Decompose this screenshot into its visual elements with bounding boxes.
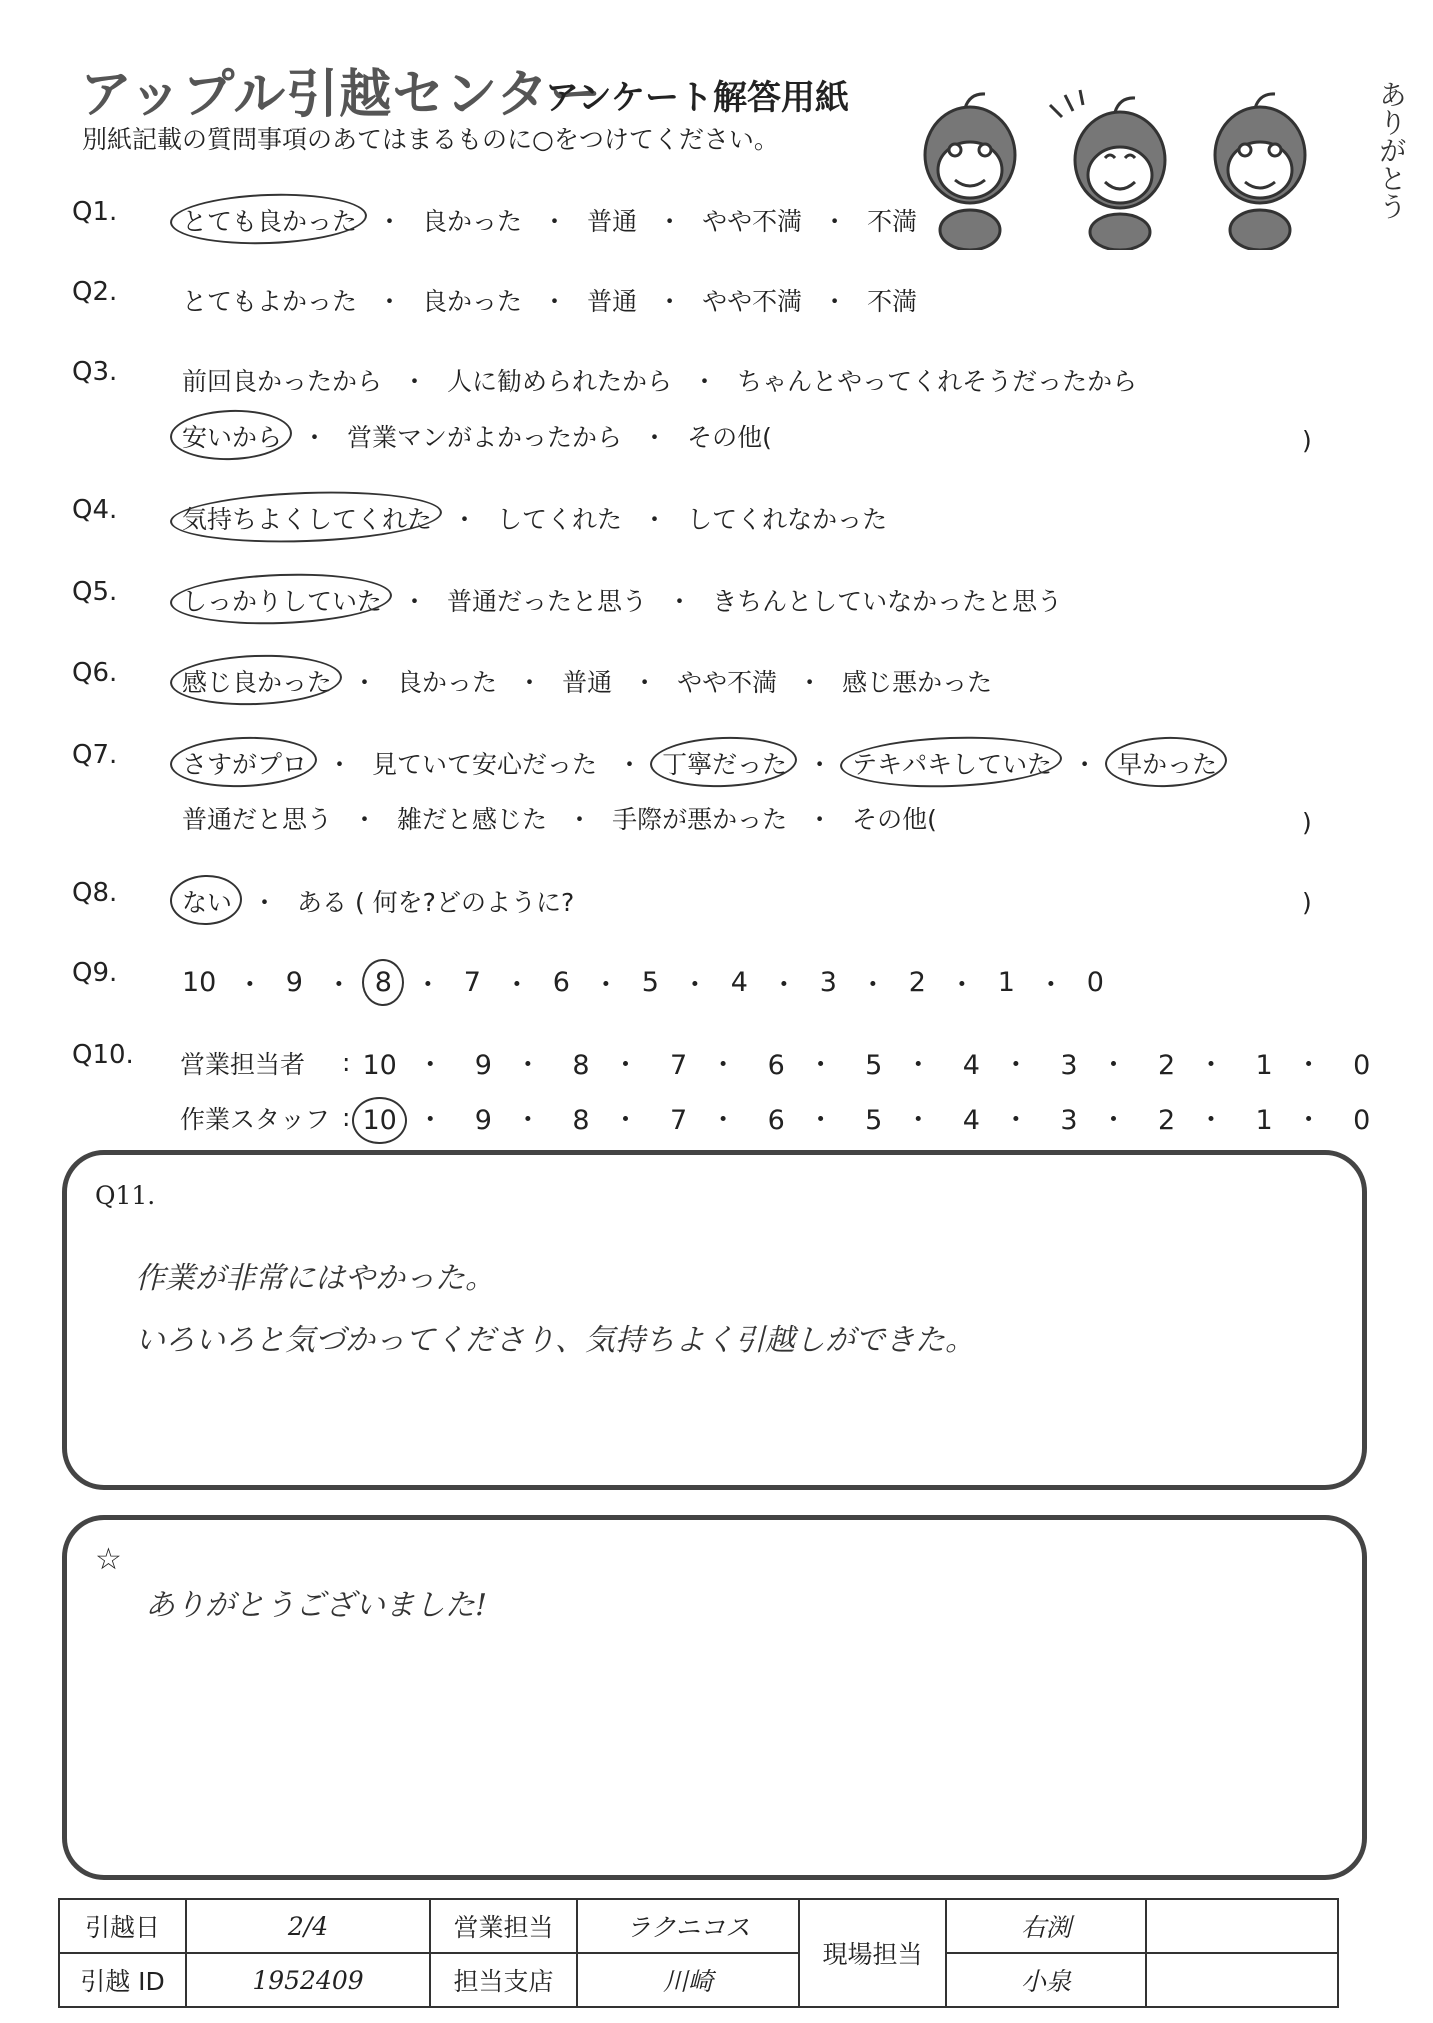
move-id-value: 1952409 [186,1953,430,2007]
q9-score[interactable]: 5 [641,967,659,998]
q3-option[interactable]: 前回良かったから [182,367,383,396]
q9-score[interactable]: 10 [182,967,217,998]
q10-staff-score[interactable]: 1 [1255,1105,1273,1136]
q11-comment-box[interactable] [62,1150,1367,1490]
q7-option-selected[interactable]: テキパキしていた [850,745,1054,781]
monkey-icon [925,94,1015,250]
q10-staff-score[interactable]: 9 [474,1105,492,1136]
q10-sales-score[interactable]: 6 [767,1050,785,1081]
q10-staff-score[interactable]: 0 [1353,1105,1371,1136]
q2-option[interactable]: 普通 [587,287,638,316]
q7-option-selected[interactable]: 丁寧だった [660,745,789,781]
q10-staff-score[interactable]: 7 [669,1105,688,1136]
q10-sales-score[interactable]: 2 [1157,1050,1176,1081]
q3-option-other[interactable]: その他( [687,423,772,452]
q7-option[interactable]: 雑だと感じた [397,805,548,834]
q1-option[interactable]: 良かった [422,207,523,236]
thanks-vertical-text: ありがとう [1375,80,1408,220]
q10-sales-label: 営業担当者 [180,1049,306,1079]
blank-cell [1146,1953,1338,2007]
q2-option[interactable]: 不満 [867,287,918,316]
q9-label: Q9. [72,958,118,988]
monkey-icon [1215,94,1305,250]
q2-label: Q2. [72,277,118,307]
q3-label: Q3. [72,357,118,387]
q7-option-other[interactable]: その他( [852,805,937,834]
site-staff-value-2: 小泉 [946,1953,1146,2007]
q10-colon: : [342,1048,351,1077]
q9-score[interactable]: 2 [908,967,926,998]
q1-option-selected[interactable]: とても良かった [180,202,359,238]
q7-option[interactable]: 見ていて安心だった [372,750,598,779]
q5-option[interactable]: 普通だったと思う [447,587,648,616]
q9-score[interactable]: 9 [285,967,303,998]
q10-colon: : [342,1103,351,1132]
q3-close-paren: ) [1302,426,1312,455]
q9-score[interactable]: 0 [1086,967,1104,998]
sales-person-label: 営業担当 [430,1899,577,1953]
q7-option[interactable]: 手際が悪かった [612,805,788,834]
q7-close-paren: ) [1302,808,1312,837]
q1-options: とても良かった ・ 良かった ・ 普通 ・ やや不満 ・ 不満 [180,202,919,238]
form-subtitle: アンケート解答用紙 [545,78,849,118]
brand-title: アップル引越センター [80,65,603,125]
q1-label: Q1. [72,197,118,227]
q6-option[interactable]: 良かった [397,668,498,697]
q7-option-selected[interactable]: 早かった [1115,745,1219,781]
q9-score[interactable]: 1 [997,967,1015,998]
q9-score-selected[interactable]: 8 [372,967,394,998]
q7-option-selected[interactable]: さすがプロ [180,745,309,781]
q6-option[interactable]: 感じ悪かった [842,668,993,697]
q4-label: Q4. [72,495,118,525]
q7-label: Q7. [72,740,118,770]
q10-sales-score[interactable]: 9 [474,1050,492,1081]
q4-option-selected[interactable]: 気持ちよくしてくれた [180,500,434,536]
q11-handwritten-line1: 作業が非常にはやかった。 [135,1261,495,1296]
q10-sales-score[interactable]: 3 [1060,1050,1078,1081]
q10-staff-score[interactable]: 5 [865,1105,883,1136]
q5-option[interactable]: きちんとしていなかったと思う [712,587,1063,616]
q10-sales-score[interactable]: 1 [1255,1050,1273,1081]
q6-options: 感じ良かった ・ 良かった ・ 普通 ・ やや不満 ・ 感じ悪かった [180,663,994,699]
q10-staff-score[interactable]: 2 [1157,1105,1176,1136]
q7-option[interactable]: 普通だと思う [182,805,333,834]
q10-sales-score[interactable]: 4 [962,1050,980,1081]
q2-options: とてもよかった ・ 良かった ・ 普通 ・ やや不満 ・ 不満 [180,282,919,318]
q3-option-selected[interactable]: 安いから [180,418,284,454]
q11-handwritten-line2: いろいろと気づかってくださり、気持ちよく引越しができた。 [135,1323,975,1358]
q10-sales-score[interactable]: 10 [362,1050,397,1081]
q10-sales-score[interactable]: 7 [669,1050,688,1081]
q10-label: Q10. [72,1040,134,1070]
q10-staff-row: 作業スタッフ : 10 ・ 9 ・ 8 ・ 7 ・ 6 ・ 5 ・ 4 ・ 3 ・ 2 ・ 1 ・ 0 [180,1098,1373,1137]
q10-staff-score[interactable]: 6 [767,1105,785,1136]
q9-score[interactable]: 4 [730,967,748,998]
q2-option[interactable]: 良かった [422,287,523,316]
sales-person-value: ラクニコス [577,1899,799,1953]
q3-option[interactable]: 人に勧められたから [447,367,673,396]
q9-score[interactable]: 6 [552,967,570,998]
q9-score[interactable]: 3 [819,967,837,998]
star-icon: ☆ [95,1542,122,1577]
q4-options: 気持ちよくしてくれた ・ してくれた ・ してくれなかった [180,500,889,536]
q1-option[interactable]: 普通 [587,207,638,236]
move-date-value: 2/4 [186,1899,430,1953]
monkey-mascots-illustration [905,70,1335,250]
q2-option[interactable]: とてもよかった [182,287,358,316]
q7-options-line1: さすがプロ ・ 見ていて安心だった ・ 丁寧だった ・ テキパキしていた ・ 早かった [180,745,1219,781]
q10-staff-score-selected[interactable]: 10 [362,1105,397,1136]
q6-option[interactable]: やや不満 [677,668,778,697]
monkey-icon [1050,90,1165,250]
free-comment-box[interactable] [62,1515,1367,1880]
q1-option[interactable]: やや不満 [702,207,803,236]
q6-label: Q6. [72,658,118,688]
q3-option[interactable]: 営業マンがよかったから [347,423,623,452]
site-staff-label: 現場担当 [799,1899,946,2007]
move-id-label: 引越 ID [59,1953,186,2007]
instruction-text: 別紙記載の質問事項のあてはまるものに○をつけてください。 [82,125,779,154]
free-comment-text: ありがとうございました! [145,1588,488,1623]
q1-option[interactable]: 不満 [867,207,918,236]
q8-option-selected[interactable]: ない [180,883,234,919]
q8-close-paren: ) [1302,888,1312,917]
q10-staff-score[interactable]: 8 [572,1105,590,1136]
q4-option[interactable]: してくれなかった [687,505,888,534]
q3-options-line1: 前回良かったから ・ 人に勧められたから ・ ちゃんとやってくれそうだったから [180,362,1139,398]
branch-label: 担当支店 [430,1953,577,2007]
q7-options-line2: 普通だと思う ・ 雑だと感じた ・ 手際が悪かった ・ その他( [180,800,939,836]
q10-sales-row: 営業担当者 : 10 ・ 9 ・ 8 ・ 7 ・ 6 ・ 5 ・ 4 ・ 3 ・ 2 ・ 1 ・ 0 [180,1043,1373,1082]
site-staff-value-1: 右渕 [946,1899,1146,1953]
q4-option[interactable]: してくれた [497,505,623,534]
q9-score[interactable]: 7 [463,967,481,998]
q9-scale: 10 ・ 9 ・ 8 ・ 7 ・ 6 ・ 5 ・ 4 ・ 3 ・ 2 ・ 1 ・ 0 [182,963,1106,1002]
q2-option[interactable]: やや不満 [702,287,803,316]
q10-staff-label: 作業スタッフ [180,1104,331,1134]
info-table [58,1898,1339,2008]
q8-label: Q8. [72,878,118,908]
q6-option[interactable]: 普通 [562,668,613,697]
q10-sales-score[interactable]: 5 [865,1050,883,1081]
q10-staff-score[interactable]: 4 [962,1105,980,1136]
q10-staff-score[interactable]: 3 [1060,1105,1078,1136]
blank-cell [1146,1899,1338,1953]
move-date-label: 引越日 [59,1899,186,1953]
q10-sales-score[interactable]: 8 [572,1050,590,1081]
q8-option[interactable]: ある ( 何を?どのように? [297,888,575,917]
q6-option-selected[interactable]: 感じ良かった [180,663,334,699]
q3-option[interactable]: ちゃんとやってくれそうだったから [737,367,1138,396]
q8-options: ない ・ ある ( 何を?どのように? [180,883,576,919]
q10-sales-score[interactable]: 0 [1353,1050,1371,1081]
q5-options: しっかりしていた ・ 普通だったと思う ・ きちんとしていなかったと思う [180,582,1064,618]
q5-option-selected[interactable]: しっかりしていた [180,582,384,618]
q5-label: Q5. [72,577,118,607]
q3-options-line2: 安いから ・ 営業マンがよかったから ・ その他( [180,418,774,454]
branch-value: 川崎 [577,1953,799,2007]
q11-label: Q11. [95,1181,156,1210]
